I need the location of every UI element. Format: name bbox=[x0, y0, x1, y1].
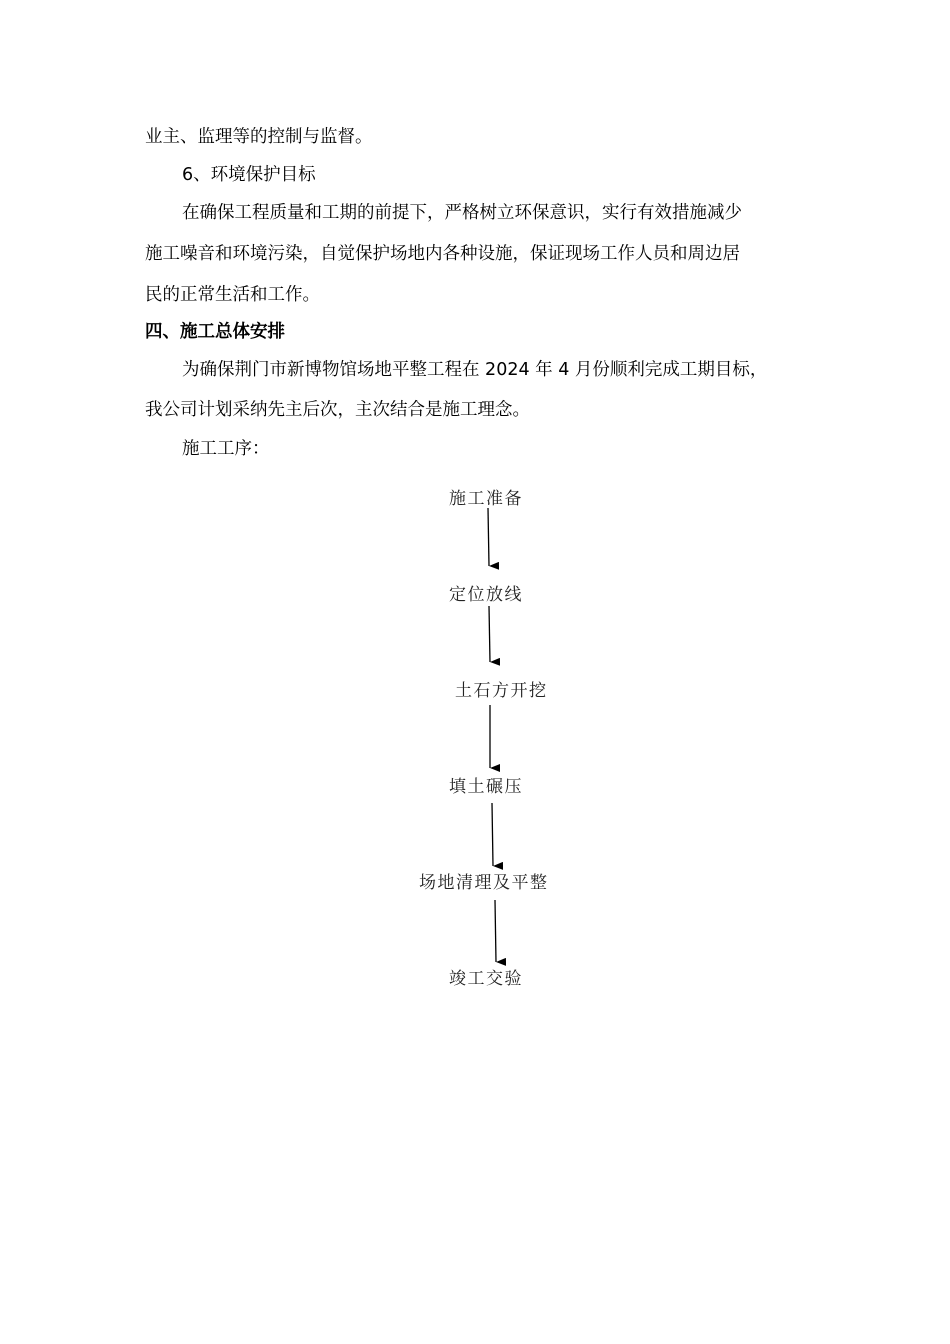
flow-step: 土石方开挖 bbox=[455, 681, 548, 701]
paragraph-line: 我公司计划采纳先主后次，主次结合是施工理念。 bbox=[145, 400, 530, 420]
flow-arrow bbox=[492, 803, 493, 866]
paragraph-line: 施工噪音和环境污染，自觉保护场地内各种设施，保证现场工作人员和周边居 bbox=[145, 244, 740, 264]
paragraph-line: 为确保荆门市新博物馆场地平整工程在 2024 年 4 月份顺利完成工期目标， bbox=[182, 360, 768, 380]
subsection-heading: 6、环境保护目标 bbox=[182, 165, 316, 185]
paragraph-line: 民的正常生活和工作。 bbox=[145, 285, 320, 305]
flow-step: 场地清理及平整 bbox=[419, 873, 549, 893]
flow-step: 定位放线 bbox=[449, 585, 523, 605]
flow-arrow bbox=[488, 508, 489, 566]
flow-step: 填土碾压 bbox=[449, 777, 523, 797]
paragraph-line: 在确保工程质量和工期的前提下，严格树立环保意识，实行有效措施减少 bbox=[182, 203, 742, 223]
section-heading: 四、施工总体安排 bbox=[145, 322, 285, 342]
paragraph-line: 施工工序： bbox=[182, 439, 270, 459]
paragraph-continuation: 业主、监理等的控制与监督。 bbox=[145, 127, 373, 147]
flow-arrow bbox=[495, 900, 496, 962]
flow-step: 竣工交验 bbox=[449, 969, 523, 989]
flow-arrow bbox=[489, 606, 490, 662]
flow-step: 施工准备 bbox=[449, 489, 523, 509]
